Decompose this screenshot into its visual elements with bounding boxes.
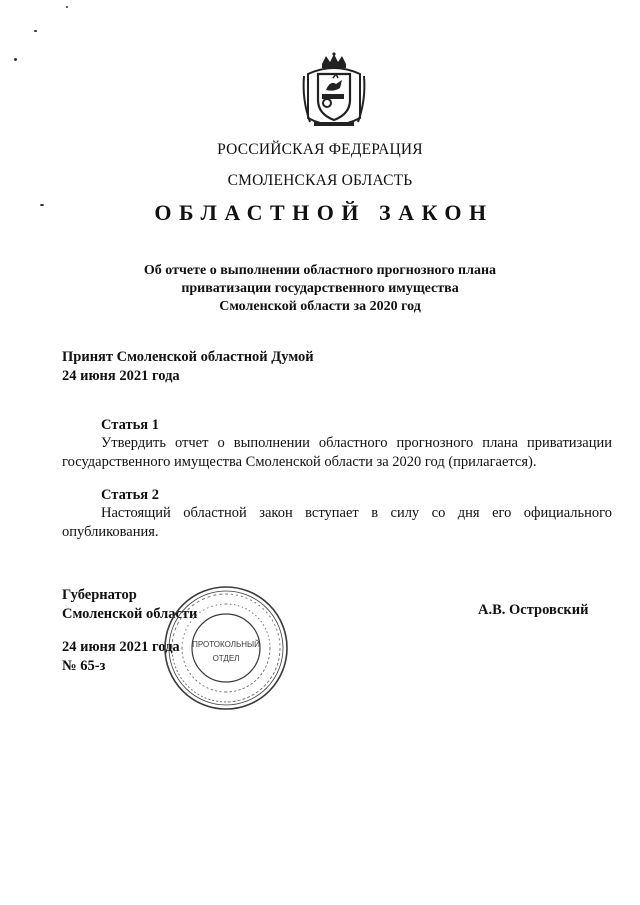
article-1-heading: Статья 1	[101, 417, 159, 433]
law-subject-title	[0, 262, 640, 316]
signer-name: А.В. Островский	[478, 602, 589, 618]
stamp-center-line: ПРОТОКОЛЬНЫЙ	[192, 640, 260, 649]
article-2-body: Настоящий областной закон вступает в силу со дня его официального опубликования.	[62, 505, 612, 540]
country-name: РОССИЙСКАЯ ФЕДЕРАЦИЯ	[217, 141, 423, 158]
article-1-body: Утвердить отчет о выполнении областного прогнозного плана приватизации государственного имущества Смоленской области за 2020 год (прилагается).	[62, 435, 612, 470]
law-number: № 65-з	[62, 658, 106, 674]
signing-date: 24 июня 2021 года	[62, 639, 180, 655]
region-name: СМОЛЕНСКАЯ ОБЛАСТЬ	[227, 172, 413, 189]
subject-line: приватизации государственного имущества	[181, 281, 459, 296]
scan-speck	[14, 58, 17, 61]
article-2-heading: Статья 2	[101, 487, 159, 503]
scan-speck	[34, 30, 37, 32]
article-1-text	[62, 434, 612, 472]
subject-line: Об отчете о выполнении областного прогнозного плана	[143, 263, 497, 278]
document-type-title: ОБЛАСТНОЙ ЗАКОН	[154, 200, 494, 225]
adoption-date: 24 июня 2021 года	[62, 368, 180, 384]
adoption-note	[62, 348, 314, 386]
adoption-body: Принят Смоленской областной Думой	[62, 349, 314, 365]
coat-of-arms-emblem	[300, 52, 368, 130]
official-stamp	[162, 584, 290, 712]
stamp-center-line: ОТДЕЛ	[212, 654, 240, 663]
subject-line: Смоленской области за 2020 год	[219, 299, 421, 314]
signer-title-line: Смоленской области	[62, 606, 198, 622]
signer-title-line: Губернатор	[62, 587, 137, 603]
scan-speck	[66, 6, 68, 8]
article-2-text	[62, 504, 612, 542]
